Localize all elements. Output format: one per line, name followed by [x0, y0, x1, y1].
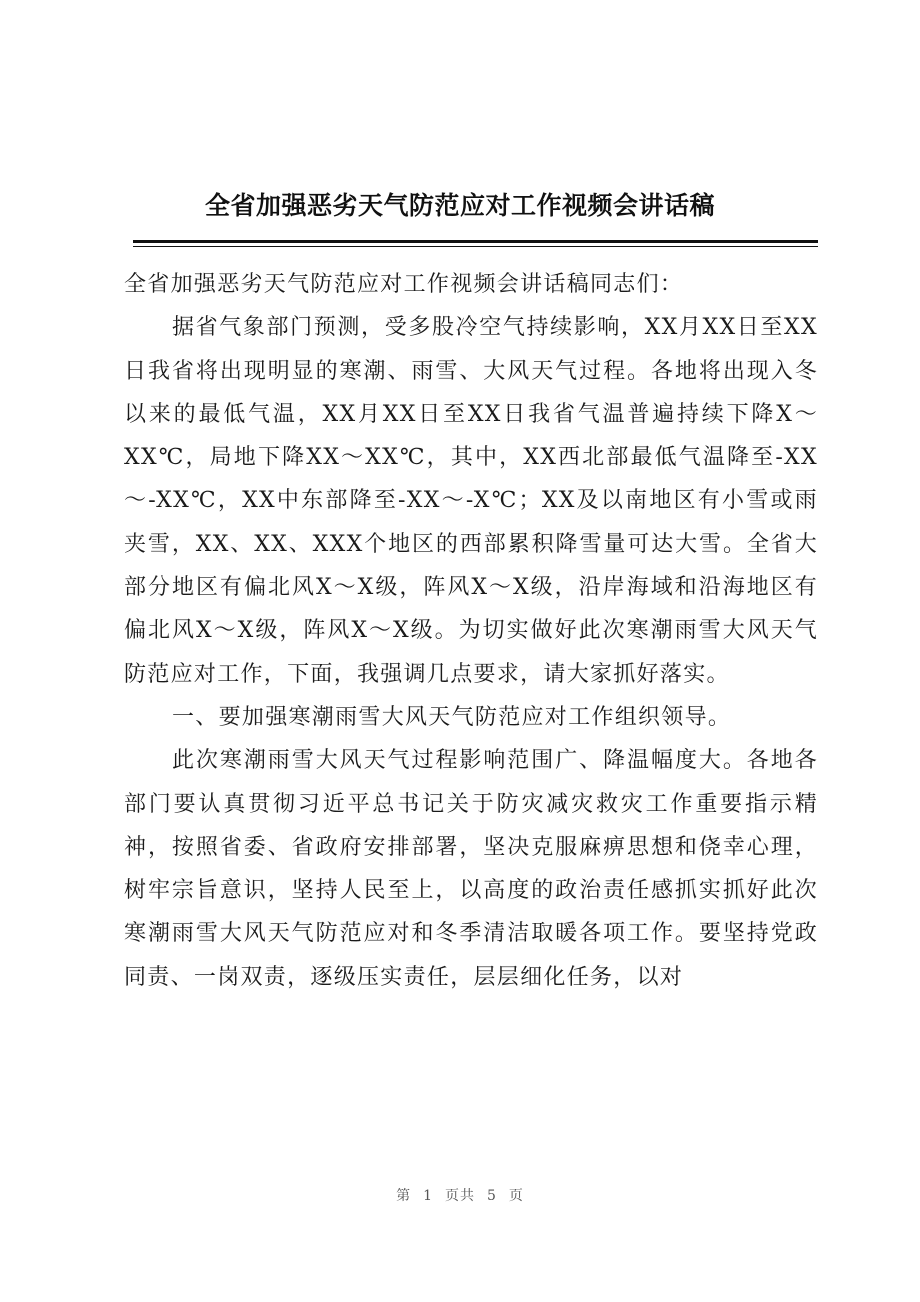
body-paragraph: 据省气象部门预测，受多股冷空气持续影响，XX月XX日至XX日我省将出现明显的寒潮、雨雪、大风天气过程。各地将出现入冬以来的最低气温，XX月XX日至XX日我省气温普遍持续下降X～XX℃，局地下降XX～XX℃，其中，XX西北部最低气温降至-XX～-XX℃，XX中东部降至-XX～-X℃；XX及以南地区有小雪或雨夹雪，XX、XX、XXX个地区的西部累积降雪量可达大雪。全省大部分地区有偏北风X～X级，阵风X～X级，沿岸海域和沿海地区有偏北风X～X级，阵风X～X级。为切实做好此次寒潮雨雪大风天气防范应对工作，下面，我强调几点要求，请大家抓好落实。: [124, 315, 818, 687]
document-body: [124, 263, 818, 999]
footer-label: 页共: [445, 1188, 475, 1204]
opening-paragraph: 全省加强恶劣天气防范应对工作视频会讲话稿同志们：: [124, 272, 684, 297]
current-page-number: 1: [423, 1188, 433, 1204]
document-title: 全省加强恶劣天气防范应对工作视频会讲话稿: [204, 191, 715, 220]
title-divider-thick: [133, 240, 818, 243]
page-footer: [0, 1186, 920, 1206]
title-divider-thin: [133, 246, 818, 247]
footer-label: 页: [508, 1188, 524, 1204]
body-paragraph: 此次寒潮雨雪大风天气过程影响范围广、降温幅度大。各地各部门要认真贯彻习近平总书记关于防灾减灾救灾工作重要指示精神，按照省委、省政府安排部署，坚决克服麻痹思想和侥幸心理，树牢宗旨意识，坚持人民至上，以高度的政治责任感抓实抓好此次寒潮雨雪大风天气防范应对和冬季清洁取暖各项工作。要坚持党政同责、一岗双责，逐级压实责任，层层细化任务，以对: [124, 748, 818, 990]
total-page-count: 5: [487, 1188, 497, 1204]
section-heading: 一、要加强寒潮雨雪大风天气防范应对工作组织领导。: [172, 704, 732, 730]
footer-label: 第: [396, 1188, 412, 1204]
